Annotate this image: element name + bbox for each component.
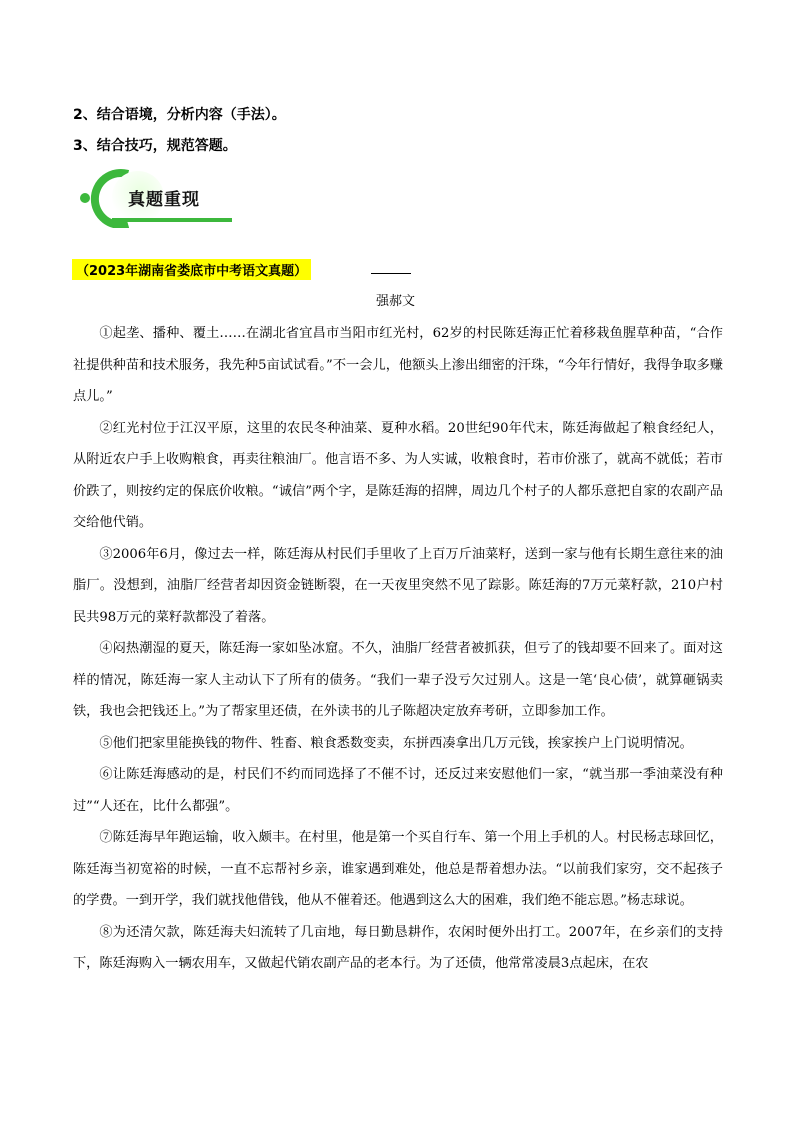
method-step-3: 3、结合技巧，规范答题。 — [73, 138, 237, 154]
banner-title: 真题重现 — [128, 190, 200, 210]
article-body — [73, 318, 723, 980]
section-banner — [78, 166, 238, 228]
paragraph: ①起垄、播种、覆土……在湖北省宜昌市当阳市红光村，62岁的村民陈廷海正忙着移栽鱼腥草种苗，“合作社提供种苗和技术服务，我先种5亩试试看。”不一会儿，他额头上渗出细密的汗珠，“今年行情好，我得争取多赚点儿。” — [73, 326, 723, 404]
paragraph: ⑦陈廷海早年跑运输，收入颇丰。在村里，他是第一个买自行车、第一个用上手机的人。村民杨志球回忆，陈廷海当初宽裕的时候，一直不忘帮衬乡亲，谁家遇到难处，他总是帮着想办法。“以前我们家穷，交不起孩子的学费。一到开学，我们就找他借钱，他从不催着还。他遇到这么大的困难，我们绝不能忘恩。”杨志球说。 — [73, 830, 723, 908]
title-blank-line — [371, 273, 411, 274]
paragraph: ⑥让陈廷海感动的是，村民们不约而同选择了不催不讨，还反过来安慰他们一家，“就当那一季油菜没有种过”“人还在，比什么都强”。 — [73, 767, 723, 814]
paragraph: ②红光村位于江汉平原，这里的农民冬种油菜、夏种水稻。20世纪90年代末，陈廷海做起了粮食经纪人，从附近农户手上收购粮食，再卖往粮油厂。他言语不多、为人实诚，收粮食时，若市价涨了，就高不就低；若市价跌了，则按约定的保底价收粮。“诚信”两个字，是陈廷海的招牌，周边几个村子的人都乐意把自家的农副产品交给他代销。 — [73, 420, 723, 530]
paragraph: ④闷热潮湿的夏天，陈廷海一家如坠冰窟。不久，油脂厂经营者被抓获，但亏了的钱却要不回来了。面对这样的情况，陈廷海一家人主动认下了所有的债务。“我们一辈子没亏欠过别人。这是一笔‘良心债’，就算砸锅卖铁，我也会把钱还上。”为了帮家里还债，在外读书的儿子陈超决定放弃考研，立即参加工作。 — [73, 641, 723, 719]
source-label: （2023年湖南省娄底市中考语文真题） — [72, 259, 311, 280]
paragraph: ③2006年6月，像过去一样，陈廷海从村民们手里收了上百万斤油菜籽，送到一家与他有长期生意往来的油脂厂。没想到，油脂厂经营者却因资金链断裂，在一天夜里突然不见了踪影。陈廷海的7万元菜籽款，210户村民共98万元的菜籽款都没了着落。 — [73, 546, 723, 625]
author: 强郝文 — [376, 294, 416, 309]
paragraph: ⑧为还清欠款，陈廷海夫妇流转了几亩地，每日勤恳耕作，农闲时便外出打工。2007年，在乡亲们的支持下，陈廷海购入一辆农用车，又做起代销农副产品的老本行。为了还债，他常常凌晨3点起床，在农 — [73, 924, 723, 971]
method-step-2: 2、结合语境，分析内容（手法）。 — [73, 107, 286, 123]
paragraph: ⑤他们把家里能换钱的物件、牲畜、粮食悉数变卖，东拼西凑拿出几万元钱，挨家挨户上门说明情况。 — [99, 735, 693, 751]
